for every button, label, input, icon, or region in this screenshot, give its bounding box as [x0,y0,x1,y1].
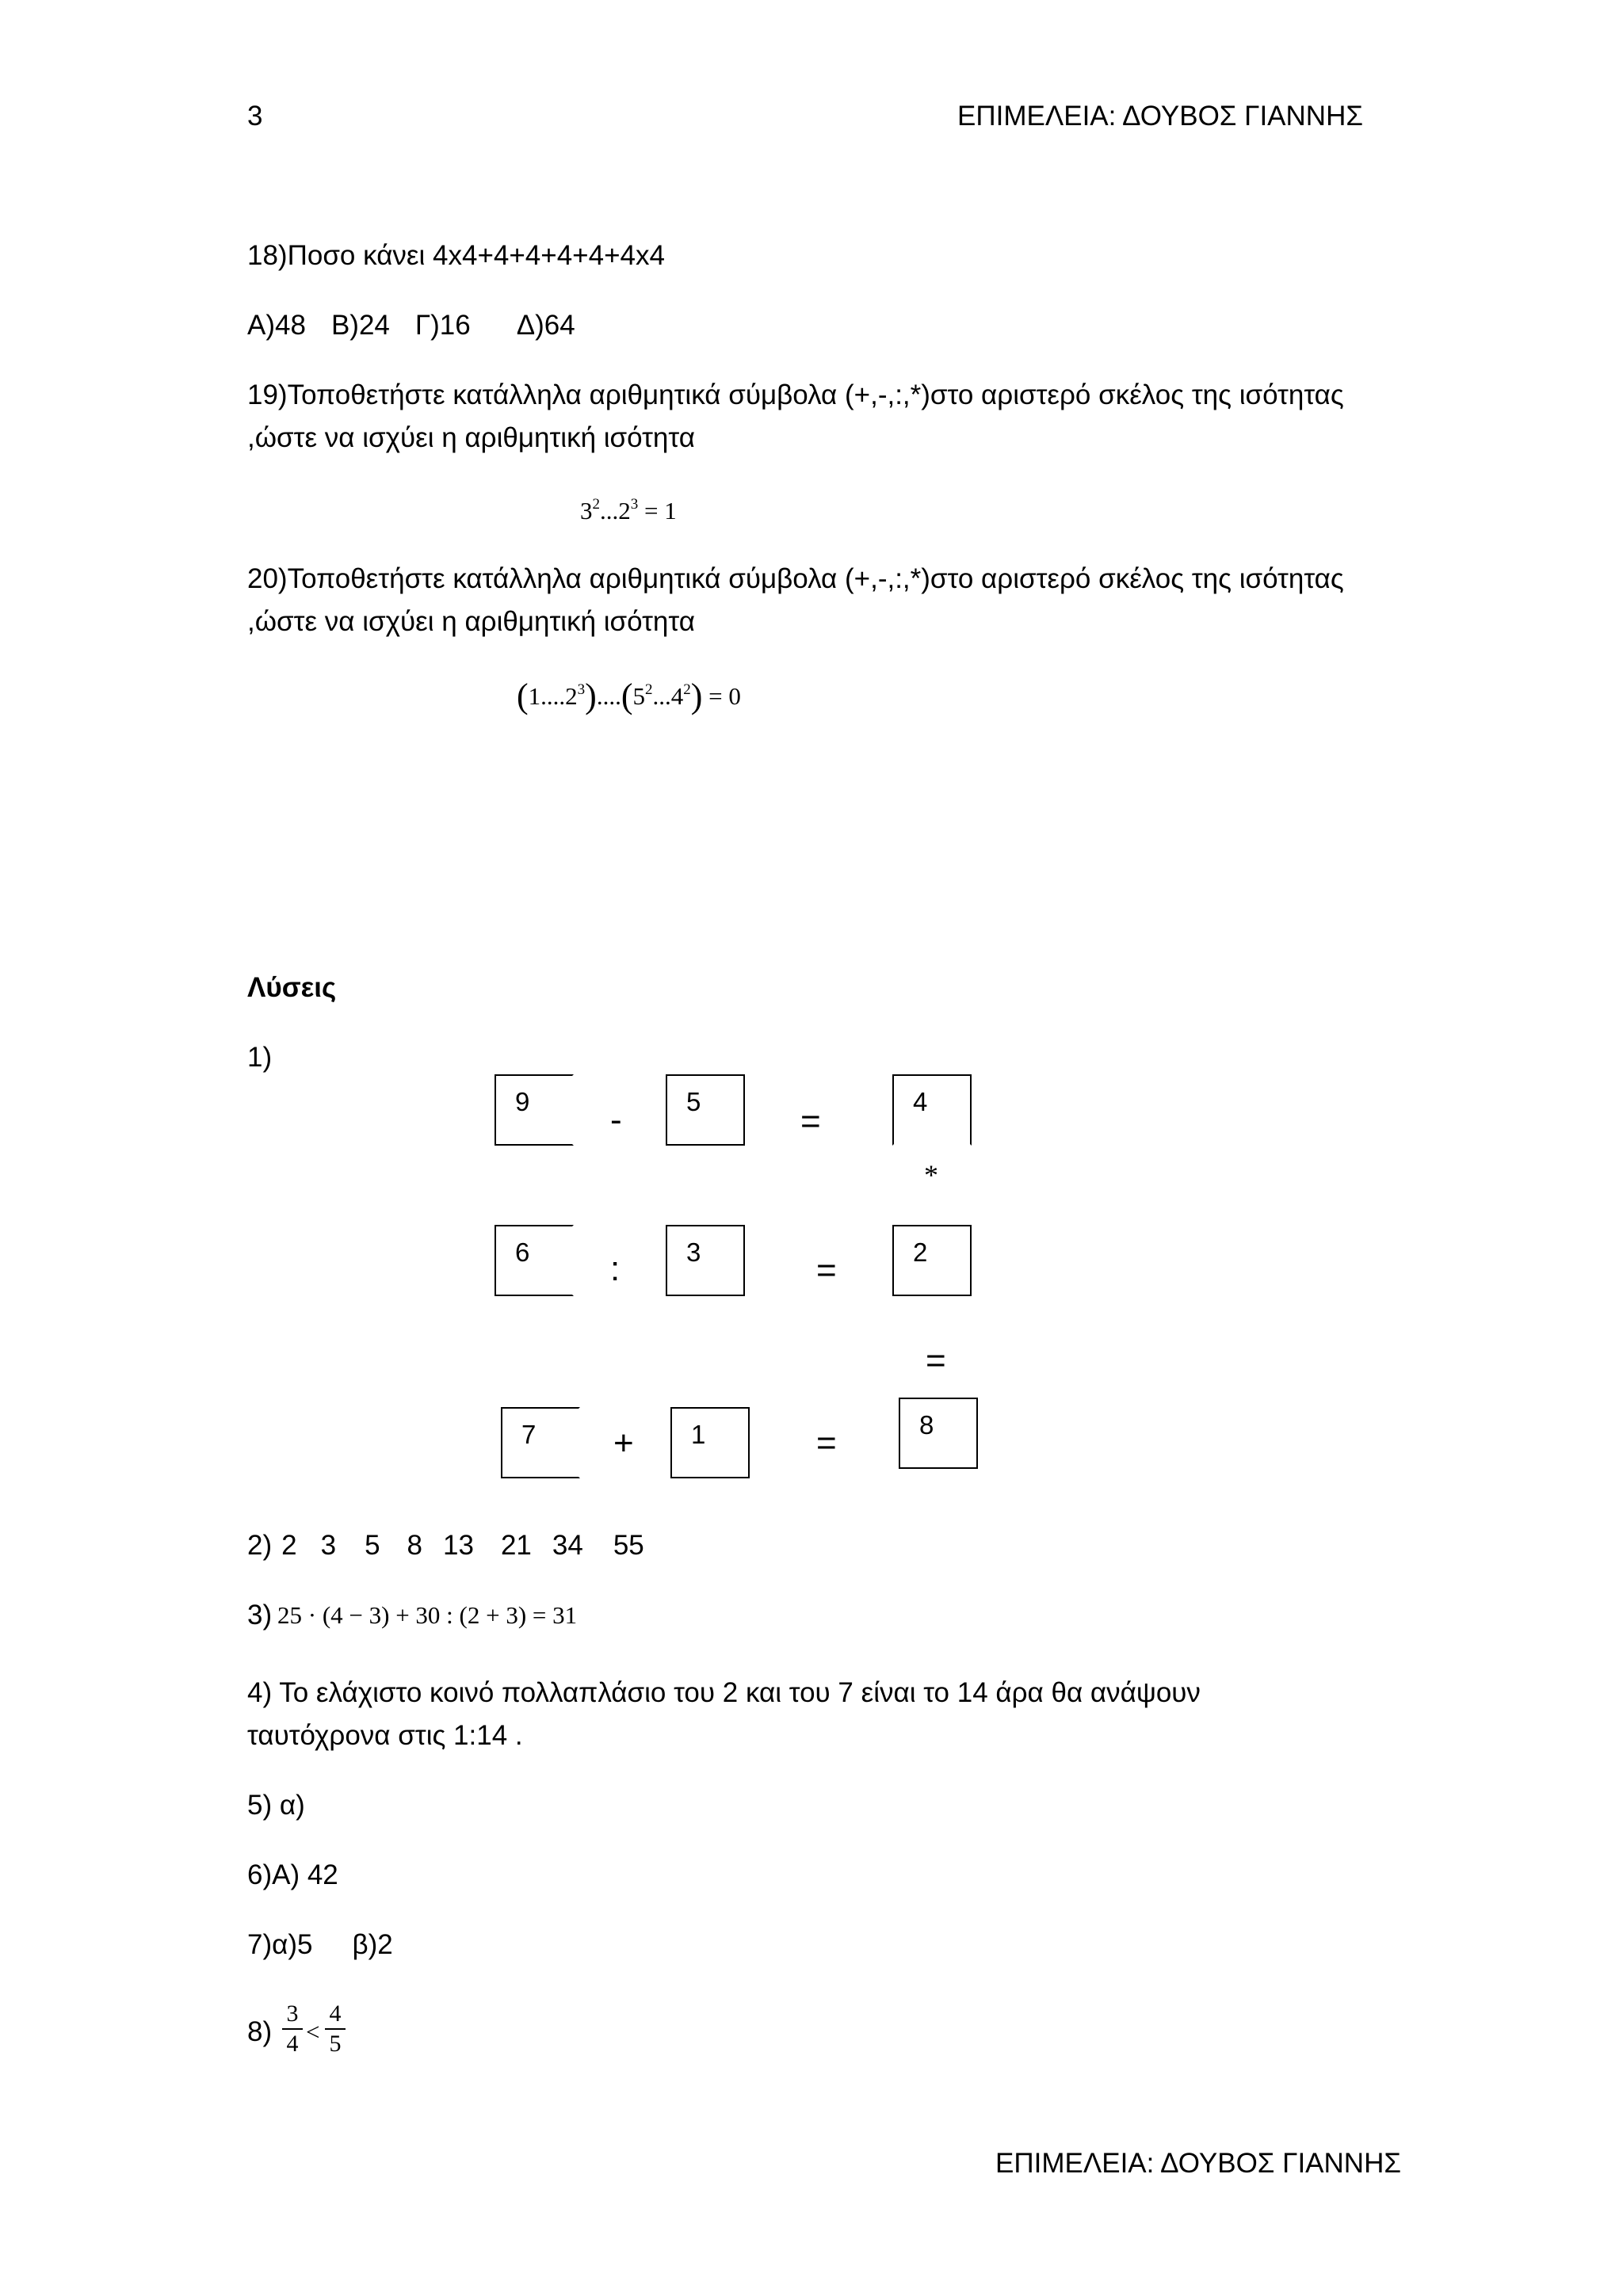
s8-relation: < [306,2018,320,2046]
s3-label: 3) [247,1600,273,1630]
s2-term: 2 [281,1530,297,1561]
s7-part-b: β)2 [352,1929,393,1960]
s2-term: 13 [443,1530,474,1561]
q20-line2: ,ώστε να ισχύει η αριθμητική ισότητα [247,606,695,637]
s3-expression: 25 · (4 − 3) + 30 : (2 + 3) = 31 [277,1601,578,1629]
s2-term: 8 [407,1530,422,1561]
s8-label: 8) [247,2016,273,2047]
s2-label: 2) [247,1530,273,1561]
s2-term: 55 [613,1530,644,1561]
s1-row1-box-a: 9 [495,1074,574,1146]
s1-row1-box-c: 4 [892,1074,972,1146]
s1-label: 1) [247,1042,273,1073]
q20-equation: $(1....2^3)....(5^2...4^2) = 0$ [517,677,741,715]
s7-answer [247,1928,393,1962]
s1-row1-equals: = [800,1102,821,1141]
s1-row2-operator: : [610,1249,621,1288]
s1-row3-equals: = [816,1424,837,1463]
s1-row2-box-c: 2 [892,1225,972,1296]
solutions-title: Λύσεις [247,972,337,1003]
s8-fraction-left: $\frac{3}{4}$ [282,2000,303,2058]
s2-term: 3 [320,1530,337,1561]
s2-term: 34 [552,1530,583,1561]
s6-answer: 6)Α) 42 [247,1859,338,1890]
s1-row1-operator: - [610,1100,622,1139]
s5-answer: 5) α) [247,1790,305,1821]
s7-part-a: 7)α)5 [247,1929,313,1960]
s1-row3-box-c: 8 [899,1398,978,1469]
q18-option-c: Γ)16 [414,310,471,341]
s1-row2-box-a: 6 [495,1225,574,1296]
s2-term: 5 [365,1530,380,1561]
s1-row2-box-b: 3 [666,1225,745,1296]
s4-line1: 4) Το ελάχιστο κοινό πολλαπλάσιο του 2 και του 7 είναι το 14 άρα θα ανάψουν [247,1677,1201,1708]
s1-vertical-star: * [924,1159,938,1191]
s8-fraction-right: $\frac{4}{5}$ [325,2000,346,2058]
s1-row3-operator: + [613,1424,634,1463]
footer-author: ΕΠΙΜΕΛΕΙΑ: ΔΟΥΒΟΣ ΓΙΑΝΝΗΣ [995,2148,1401,2179]
q18-options [247,309,575,342]
q18-option-a: Α)48 [247,310,306,341]
q19-line1: 19)Τοποθετήστε κατάλληλα αριθμητικά σύμβολα (+,-,:,*)στο αριστερό σκέλος της ισότητας [247,379,1344,410]
s4-line2: ταυτόχρονα στις 1:14 . [247,1720,523,1751]
header-author: ΕΠΙΜΕΛΕΙΑ: ΔΟΥΒΟΣ ΓΙΑΝΝΗΣ [957,101,1363,132]
q19-equation: $3^2...2^3 = 1$ [580,496,677,524]
q20-line1: 20)Τοποθετήστε κατάλληλα αριθμητικά σύμβολα (+,-,:,*)στο αριστερό σκέλος της ισότητας [247,563,1344,594]
s1-row1-box-b: 5 [666,1074,745,1146]
s1-row3-box-b: 1 [670,1407,750,1478]
s1-vertical-equals: = [926,1341,946,1380]
q19-line2: ,ώστε να ισχύει η αριθμητική ισότητα [247,422,695,453]
page-number: 3 [247,101,263,132]
s2-term: 21 [500,1530,532,1561]
q18-option-d: Δ)64 [516,310,575,341]
s1-row2-equals: = [816,1251,837,1290]
s1-row3-box-a: 7 [501,1407,580,1478]
q18-question: 18)Ποσο κάνει 4x4+4+4+4+4+4x4 [247,240,665,271]
s2-line [247,1529,644,1562]
q18-option-b: Β)24 [330,310,390,341]
